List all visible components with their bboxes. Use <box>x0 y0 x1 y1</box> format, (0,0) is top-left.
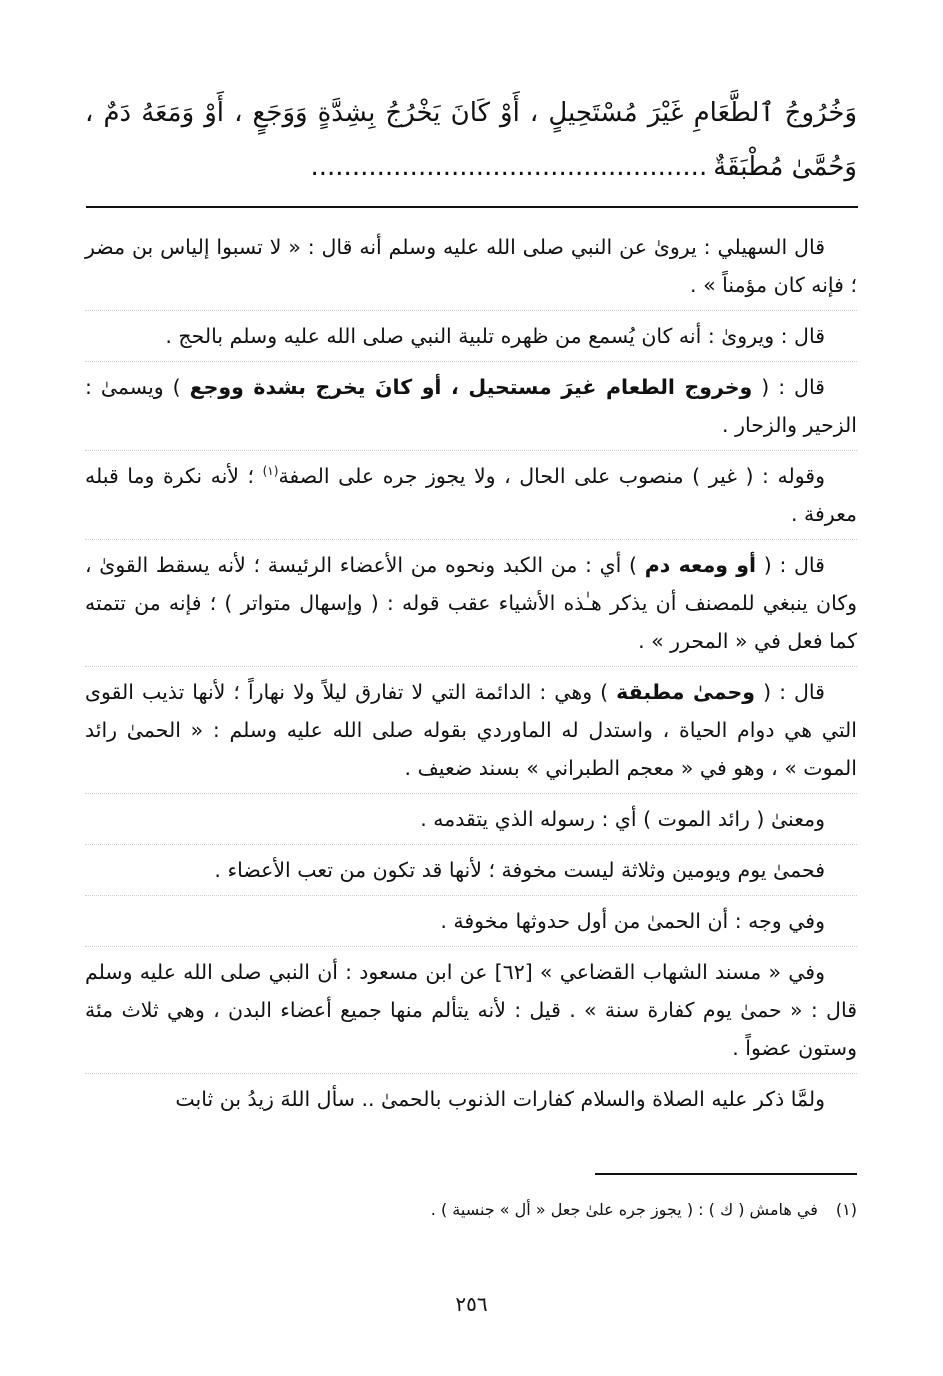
footnote-divider-rule <box>595 1173 857 1175</box>
footnote-number: (١) <box>835 1200 857 1219</box>
commentary-paragraph-5 <box>85 540 857 667</box>
p6-lead: قال : ( <box>763 680 825 704</box>
commentary-paragraph-8: فحمىٰ يوم ويومين وثلاثة ليست مخوفة ؛ لأنها قد تكون من تعب الأعضاء . <box>85 845 857 896</box>
commentary-paragraph-10: وفي « مسند الشهاب القضاعي » [٦٢] عن ابن مسعود : أن النبي صلى الله عليه وسلم قال : « حمىٰ يوم كفارة سنة » . قيل : لأنه يتألم منها جميع أعضاء البدن ، وهي ثلاث مئة وستون عضواً . <box>85 947 857 1074</box>
footnote <box>85 1196 857 1224</box>
p3-lead: قال : ( <box>761 375 825 399</box>
commentary-paragraph-6 <box>85 667 857 794</box>
p5-quoted-matn: أو ومعه دم <box>644 553 757 577</box>
footnote-text: في هامش ( ك ) : ( يجوز جره علىٰ جعل « أل » جنسية ) . <box>430 1200 818 1219</box>
commentary-block <box>85 222 857 1124</box>
commentary-paragraph-3 <box>85 362 857 451</box>
p3-rest: ) ويسمىٰ : الزحير والزحار . <box>85 375 857 437</box>
p5-lead: قال : ( <box>763 553 825 577</box>
matn-dotted-leader: ................................................ <box>310 152 708 182</box>
commentary-paragraph-1: قال السهيلي : يروىٰ عن النبي صلى الله عليه وسلم أنه قال : « لا تسبوا إلياس بن مضر ؛ فإنه كان مؤمناً » . <box>85 222 857 311</box>
matn-text: وَخُرُوجُ ٱلطَّعَامِ غَيْرَ مُسْتَحِيلٍ ، أَوْ كَانَ يَخْرُجُ بِشِدَّةٍ وَوَجَعٍ ، أَوْ وَمَعَهُ دَمٌ ، وَحُمَّىٰ مُطْبَقَةٌ <box>85 98 857 182</box>
p3-quoted-matn: وخروج الطعام غيرَ مستحيل ، أو كانَ يخرج بشدة ووجع <box>189 375 753 399</box>
matn-text-block <box>85 86 857 194</box>
p4-rest: ؛ لأنه نكرة وما قبله معرفة . <box>85 464 857 526</box>
p5-rest: ) أي : من الكبد ونحوه من الأعضاء الرئيسة ؛ لأنه يسقط القوىٰ ، وكان ينبغي للمصنف أن يذكر هـٰذه الأشياء عقب قوله : ( وإسهال متواتر ) ؛ فإنه من تتمته كما فعل في « المحرر » . <box>85 553 857 653</box>
commentary-paragraph-9: وفي وجه : أن الحمىٰ من أول حدوثها مخوفة . <box>85 896 857 947</box>
p6-quoted-matn: وحمىٰ مطبقة <box>616 680 756 704</box>
commentary-paragraph-4 <box>85 451 857 540</box>
p6-rest: ) وهي : الدائمة التي لا تفارق ليلاً ولا نهاراً ؛ لأنها تذيب القوى التي هي دوام الحياة ، واستدل له الماوردي بقوله صلى الله عليه وسلم : « الحمىٰ رائد الموت » ، وهو في « معجم الطبراني » بسند ضعيف . <box>85 680 857 780</box>
footnote-reference-1[interactable]: (١) <box>262 464 279 479</box>
page-number: ٢٥٦ <box>455 1292 488 1316</box>
commentary-paragraph-7: ومعنىٰ ( رائد الموت ) أي : رسوله الذي يتقدمه . <box>85 794 857 845</box>
commentary-paragraph-2: قال : ويروىٰ : أنه كان يُسمع من ظهره تلبية النبي صلى الله عليه وسلم بالحج . <box>85 311 857 362</box>
top-divider-rule <box>86 206 858 208</box>
commentary-paragraph-11: ولمَّا ذكر عليه الصلاة والسلام كفارات الذنوب بالحمىٰ .. سأل اللهَ زيدُ بن ثابت <box>175 1087 825 1111</box>
p4-lead: وقوله : ( غير ) منصوب على الحال ، ولا يجوز جره على الصفة <box>278 464 825 488</box>
